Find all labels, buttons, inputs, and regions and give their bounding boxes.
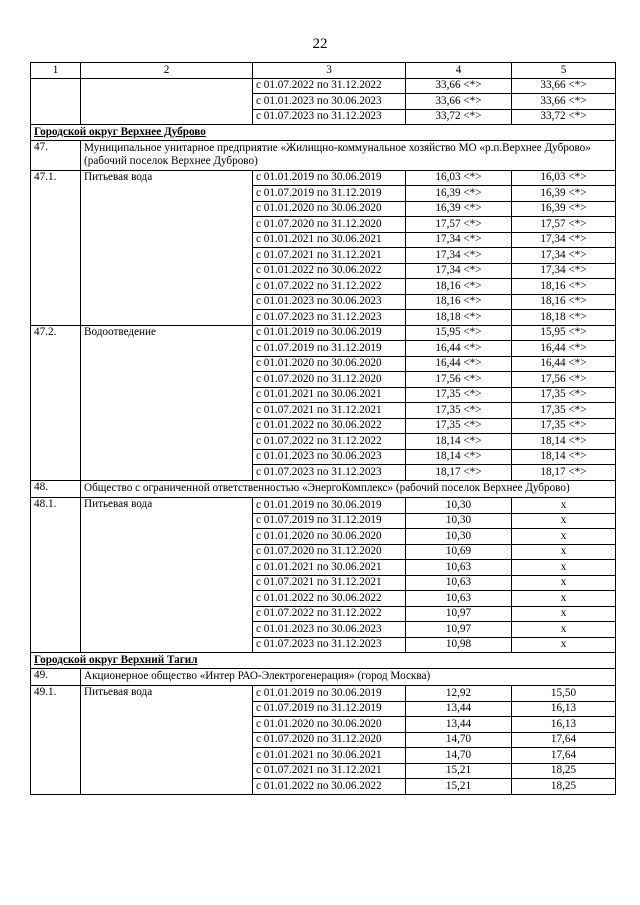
tariff-value: 15,21 [406, 763, 512, 779]
tariff-value: 17,35 <*> [406, 403, 512, 419]
tariff-value-vat: х [512, 529, 616, 545]
service-cell [81, 78, 253, 125]
organization-name: Муниципальное унитарное предприятие «Жилищно-коммунальное хозяйство МО «р.п.Верхнее Дуброво» (рабочий поселок Верхнее Дуброво) [81, 140, 616, 170]
tariff-value-vat: 33,72 <*> [512, 109, 616, 125]
organization-name: Акционерное общество «Интер РАО-Электрогенерация» (город Москва) [81, 668, 616, 686]
tariff-value-vat: 16,39 <*> [512, 201, 616, 217]
tariff-value-vat: х [512, 637, 616, 653]
item-number: 48.1. [31, 498, 81, 653]
tariff-value: 17,35 <*> [406, 387, 512, 403]
tariff-value-vat: 17,57 <*> [512, 217, 616, 233]
section-title: Городской округ Верхнее Дуброво [31, 125, 616, 141]
period-cell: с 01.01.2019 по 30.06.2019 [253, 170, 406, 186]
period-cell: с 01.01.2023 по 30.06.2023 [253, 622, 406, 638]
tariff-value: 12,92 [406, 686, 512, 702]
tariff-value: 17,34 <*> [406, 232, 512, 248]
item-number-cell [31, 78, 81, 125]
tariff-value: 14,70 [406, 748, 512, 764]
tariff-value-vat: х [512, 560, 616, 576]
table-row [31, 325, 616, 341]
period-cell: с 01.07.2021 по 31.12.2021 [253, 248, 406, 264]
table-row [31, 78, 616, 94]
column-header: 3 [253, 63, 406, 79]
column-header: 4 [406, 63, 512, 79]
item-number: 49.1. [31, 686, 81, 795]
period-cell: с 01.07.2021 по 31.12.2021 [253, 575, 406, 591]
tariff-value: 18,16 <*> [406, 279, 512, 295]
tariff-value-vat: х [512, 591, 616, 607]
tariff-value-vat: 16,44 <*> [512, 356, 616, 372]
tariff-value: 33,66 <*> [406, 94, 512, 110]
tariff-value: 17,34 <*> [406, 248, 512, 264]
tariff-value-vat: 18,14 <*> [512, 434, 616, 450]
period-cell: с 01.01.2021 по 30.06.2021 [253, 560, 406, 576]
period-cell: с 01.07.2020 по 31.12.2020 [253, 372, 406, 388]
tariff-value: 16,39 <*> [406, 201, 512, 217]
tariff-value-vat: 33,66 <*> [512, 78, 616, 94]
tariff-table [30, 62, 616, 795]
tariff-value: 10,69 [406, 544, 512, 560]
period-cell: с 01.01.2022 по 30.06.2022 [253, 418, 406, 434]
section-title: Городской округ Верхний Тагил [31, 653, 616, 669]
period-cell: с 01.01.2023 по 30.06.2023 [253, 449, 406, 465]
tariff-value: 13,44 [406, 717, 512, 733]
tariff-value: 18,17 <*> [406, 465, 512, 481]
tariff-value-vat: 15,50 [512, 686, 616, 702]
tariff-value: 10,98 [406, 637, 512, 653]
period-cell: с 01.01.2020 по 30.06.2020 [253, 717, 406, 733]
period-cell: с 01.07.2020 по 31.12.2020 [253, 217, 406, 233]
tariff-value: 17,56 <*> [406, 372, 512, 388]
tariff-value: 10,30 [406, 529, 512, 545]
tariff-value: 33,72 <*> [406, 109, 512, 125]
period-cell: с 01.07.2023 по 31.12.2023 [253, 310, 406, 326]
period-cell: с 01.01.2020 по 30.06.2020 [253, 201, 406, 217]
tariff-value-vat: 16,03 <*> [512, 170, 616, 186]
service-name: Питьевая вода [81, 686, 253, 795]
tariff-value: 15,21 [406, 779, 512, 795]
tariff-value-vat: 17,35 <*> [512, 403, 616, 419]
item-number: 47.1. [31, 170, 81, 325]
tariff-value: 13,44 [406, 701, 512, 717]
service-name: Питьевая вода [81, 498, 253, 653]
period-cell: с 01.07.2019 по 31.12.2019 [253, 186, 406, 202]
tariff-value: 16,44 <*> [406, 356, 512, 372]
tariff-value-vat: х [512, 606, 616, 622]
period-cell: с 01.01.2019 по 30.06.2019 [253, 325, 406, 341]
column-header: 2 [81, 63, 253, 79]
section-row [31, 653, 616, 669]
tariff-value: 10,63 [406, 560, 512, 576]
period-cell: с 01.07.2022 по 31.12.2022 [253, 279, 406, 295]
tariff-value: 10,97 [406, 606, 512, 622]
tariff-value-vat: 18,16 <*> [512, 294, 616, 310]
tariff-value: 17,34 <*> [406, 263, 512, 279]
tariff-value-vat: 18,18 <*> [512, 310, 616, 326]
period-cell: с 01.07.2022 по 31.12.2022 [253, 434, 406, 450]
tariff-value-vat: 17,34 <*> [512, 248, 616, 264]
tariff-value: 16,39 <*> [406, 186, 512, 202]
period-cell: с 01.01.2023 по 30.06.2023 [253, 294, 406, 310]
item-number: 49. [31, 668, 81, 686]
service-name: Питьевая вода [81, 170, 253, 325]
table-row [31, 170, 616, 186]
organization-name: Общество с ограниченной ответственностью «ЭнергоКомплекс» (рабочий поселок Верхнее Дуброво) [81, 480, 616, 498]
period-cell: с 01.07.2023 по 31.12.2023 [253, 465, 406, 481]
period-cell: с 01.01.2022 по 30.06.2022 [253, 263, 406, 279]
service-name: Водоотведение [81, 325, 253, 480]
period-cell: с 01.07.2023 по 31.12.2023 [253, 637, 406, 653]
period-cell: с 01.07.2022 по 31.12.2022 [253, 606, 406, 622]
tariff-value-vat: х [512, 513, 616, 529]
tariff-value: 18,14 <*> [406, 434, 512, 450]
tariff-value: 16,44 <*> [406, 341, 512, 357]
tariff-value: 17,35 <*> [406, 418, 512, 434]
tariff-value-vat: 18,25 [512, 763, 616, 779]
period-cell: с 01.01.2019 по 30.06.2019 [253, 498, 406, 514]
period-cell: с 01.01.2021 по 30.06.2021 [253, 748, 406, 764]
period-cell: с 01.01.2020 по 30.06.2020 [253, 529, 406, 545]
page-number: 22 [312, 36, 328, 52]
tariff-value-vat: х [512, 622, 616, 638]
tariff-value: 18,16 <*> [406, 294, 512, 310]
period-cell: с 01.07.2020 по 31.12.2020 [253, 544, 406, 560]
organization-row [31, 480, 616, 498]
period-cell: с 01.01.2019 по 30.06.2019 [253, 686, 406, 702]
period-cell: с 01.01.2020 по 30.06.2020 [253, 356, 406, 372]
period-cell: с 01.01.2023 по 30.06.2023 [253, 94, 406, 110]
period-cell: с 01.07.2019 по 31.12.2019 [253, 701, 406, 717]
tariff-value: 10,97 [406, 622, 512, 638]
tariff-value: 18,18 <*> [406, 310, 512, 326]
tariff-value-vat: х [512, 544, 616, 560]
period-cell: с 01.01.2021 по 30.06.2021 [253, 387, 406, 403]
period-cell: с 01.01.2021 по 30.06.2021 [253, 232, 406, 248]
tariff-value-vat: 15,95 <*> [512, 325, 616, 341]
tariff-value-vat: х [512, 575, 616, 591]
tariff-value-vat: 18,25 [512, 779, 616, 795]
period-cell: с 01.07.2021 по 31.12.2021 [253, 763, 406, 779]
tariff-value-vat: 18,17 <*> [512, 465, 616, 481]
tariff-value-vat: 18,14 <*> [512, 449, 616, 465]
table-row [31, 498, 616, 514]
tariff-value-vat: 16,39 <*> [512, 186, 616, 202]
tariff-value: 10,30 [406, 498, 512, 514]
tariff-value: 17,57 <*> [406, 217, 512, 233]
tariff-value: 33,66 <*> [406, 78, 512, 94]
tariff-value-vat: 33,66 <*> [512, 94, 616, 110]
tariff-value-vat: 17,64 [512, 732, 616, 748]
organization-row [31, 140, 616, 170]
tariff-value: 16,03 <*> [406, 170, 512, 186]
tariff-value-vat: 17,35 <*> [512, 387, 616, 403]
period-cell: с 01.07.2019 по 31.12.2019 [253, 513, 406, 529]
period-cell: с 01.07.2019 по 31.12.2019 [253, 341, 406, 357]
tariff-value: 10,63 [406, 575, 512, 591]
tariff-value-vat: 18,16 <*> [512, 279, 616, 295]
tariff-value-vat: 16,13 [512, 717, 616, 733]
section-row [31, 125, 616, 141]
tariff-value-vat: 17,35 <*> [512, 418, 616, 434]
tariff-value: 15,95 <*> [406, 325, 512, 341]
tariff-value-vat: 17,34 <*> [512, 263, 616, 279]
period-cell: с 01.07.2022 по 31.12.2022 [253, 78, 406, 94]
tariff-value-vat: 16,44 <*> [512, 341, 616, 357]
organization-row [31, 668, 616, 686]
tariff-value: 14,70 [406, 732, 512, 748]
tariff-value-vat: 17,64 [512, 748, 616, 764]
period-cell: с 01.01.2022 по 30.06.2022 [253, 591, 406, 607]
period-cell: с 01.07.2021 по 31.12.2021 [253, 403, 406, 419]
item-number: 47.2. [31, 325, 81, 480]
item-number: 47. [31, 140, 81, 170]
header-row [31, 63, 616, 79]
tariff-value: 10,63 [406, 591, 512, 607]
tariff-value-vat: 16,13 [512, 701, 616, 717]
item-number: 48. [31, 480, 81, 498]
period-cell: с 01.01.2022 по 30.06.2022 [253, 779, 406, 795]
tariff-value: 18,14 <*> [406, 449, 512, 465]
column-header: 1 [31, 63, 81, 79]
tariff-value-vat: 17,56 <*> [512, 372, 616, 388]
tariff-value-vat: х [512, 498, 616, 514]
table-row [31, 686, 616, 702]
tariff-value: 10,30 [406, 513, 512, 529]
tariff-value-vat: 17,34 <*> [512, 232, 616, 248]
period-cell: с 01.07.2020 по 31.12.2020 [253, 732, 406, 748]
column-header: 5 [512, 63, 616, 79]
period-cell: с 01.07.2023 по 31.12.2023 [253, 109, 406, 125]
